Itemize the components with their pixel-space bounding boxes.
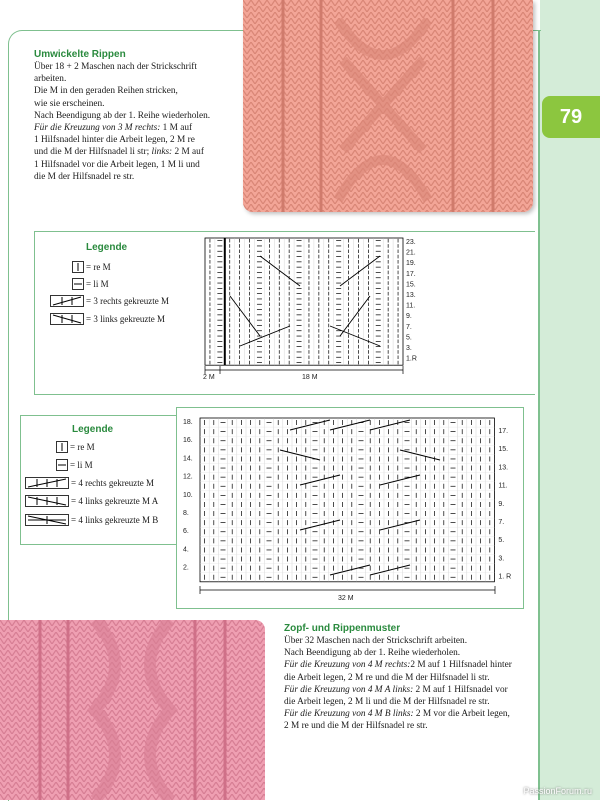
chart1-grid [205, 238, 403, 365]
legend2-item: = 4 links gekreuzte M B [25, 514, 158, 526]
text-line: die Arbeit legen, 2 M li und die M der Hilfsnadel re str. [284, 697, 490, 708]
chart2-left-row-label: 14. [183, 455, 193, 463]
chart1-row-label: 3. [406, 345, 412, 352]
chart1-row-labels [406, 239, 417, 363]
chart1-bottom-left-label: 2 M [203, 374, 215, 381]
text-line: arbeiten. [34, 74, 67, 85]
chart1-row-label: 23. [406, 239, 416, 246]
chart2-left-row-label: 12. [183, 473, 193, 481]
text-line: Nach Beendigung ab der 1. Reihe wiederholen. [284, 648, 461, 659]
chart2-right-row-label: 13. [498, 464, 509, 472]
chart2-bottom-label: 32 M [338, 595, 354, 602]
text-line: Für die Kreuzung von 4 M A links: 2 M auf 1 Hilfsnadel vor [284, 684, 508, 695]
page-number: 79 [542, 96, 600, 138]
chart2-left-row-label: 8. [183, 510, 189, 517]
text-line: 2 M re und die M der Hilfsnadel re str. [284, 721, 428, 732]
chart1-row-label: 17. [406, 270, 416, 278]
text-line: wie sie erscheinen. [34, 98, 105, 109]
text-line: Über 32 Maschen nach der Strickschrift arbeiten. [284, 636, 468, 646]
chart1-row-label: 1.R [406, 355, 417, 363]
page-frame-right [538, 30, 540, 800]
left-cross-3-icon [50, 313, 84, 325]
right-cross-4-icon [25, 477, 69, 489]
knit-swatch-photo-top [243, 0, 533, 212]
text-line: 1 Hilfsnadel vor die Arbeit legen, 1 M li und [34, 159, 200, 170]
chart2-right-row-label: 7. [498, 519, 505, 526]
chart2-right-row-label: 17. [498, 428, 509, 435]
left-cross-4a-icon [25, 495, 69, 507]
chart2-right-row-label: 9. [498, 500, 505, 508]
knit-stitch-icon [56, 441, 68, 453]
chart1-bottom-right-label: 18 M [302, 374, 318, 381]
section2-body [284, 635, 534, 733]
text-line: die Arbeit legen, 2 M re und die M der Hilfsnadel li str. [284, 672, 490, 683]
text-line: Für die Kreuzung von 3 M rechts: 1 M auf [34, 123, 193, 134]
chart2-left-row-label: 18. [183, 419, 193, 426]
chart1-row-label: 5. [406, 334, 412, 342]
chart2-right-row-label: 1. R [498, 573, 512, 581]
purl-stitch-icon [56, 459, 68, 471]
chart2-right-row-label: 11. [498, 482, 508, 490]
chart1-row-label: 15. [406, 281, 416, 289]
chart2-left-row-label: 16. [183, 437, 193, 445]
chart2-left-row-label: 10. [183, 491, 193, 499]
legend2-item: = re M [56, 441, 95, 453]
knitting-chart-2 [180, 410, 520, 605]
text-line: 1 Hilfsnadel hinter die Arbeit legen, 2 M re [34, 135, 195, 146]
right-cross-3-icon [50, 295, 84, 307]
chart1-row-label: 21. [406, 249, 416, 257]
text-line: und die M der Hilfsnadel li str; links: 2 M auf [34, 147, 204, 158]
section1-body [34, 61, 244, 183]
chart2-right-row-label: 3. [498, 555, 505, 563]
knit-swatch-photo-bottom [0, 620, 265, 800]
knit-texture-bottom [0, 620, 265, 800]
chart1-row-label: 9. [406, 313, 412, 321]
knit-stitch-icon [72, 261, 84, 273]
legend2-item: = 4 links gekreuzte M A [25, 495, 158, 507]
chart1-row-label: 13. [406, 292, 416, 299]
purl-stitch-icon [72, 278, 84, 290]
legend2-title: Legende [72, 424, 114, 435]
legend1-item: = 3 links gekreuzte M [50, 313, 165, 325]
legend1-item: = re M [72, 261, 111, 273]
chart1-row-label: 7. [406, 323, 412, 331]
chart1-row-label: 11. [406, 302, 416, 310]
section1-title: Umwickelte Rippen [34, 49, 126, 60]
legend1-item: = 3 rechts gekreuzte M [50, 295, 169, 307]
legend2-item: = li M [56, 459, 93, 471]
chart1-row-label: 19. [406, 260, 416, 268]
section2-title: Zopf- und Rippenmuster [284, 623, 401, 634]
text-line: Über 18 + 2 Maschen nach der Strickschrift [34, 62, 197, 72]
legend1-title: Legende [86, 242, 128, 253]
chart2-left-row-label: 2. [183, 564, 189, 572]
chart2-left-row-label: 6. [183, 528, 189, 536]
knit-texture-top [243, 0, 533, 212]
chart2-grid [200, 418, 494, 582]
text-line: Nach Beendigung ab der 1. Reihe wiederholen. [34, 110, 211, 121]
chart2-right-row-label: 15. [498, 446, 509, 454]
chart2-left-row-label: 4. [183, 546, 189, 554]
chart2-right-row-label: 5. [498, 537, 505, 545]
text-line: Die M in den geraden Reihen stricken, [34, 86, 178, 97]
text-line: die M der Hilfsnadel re str. [34, 171, 135, 182]
watermark: PassionForum.ru [523, 786, 592, 796]
text-line: Für die Kreuzung von 4 M rechts:2 M auf 1 Hilfsnadel hinter [284, 660, 512, 671]
knitting-chart-1 [200, 236, 420, 382]
text-line: Für die Kreuzung von 4 M B links: 2 M vor die Arbeit legen, [284, 709, 510, 720]
legend2-item: = 4 rechts gekreuzte M [25, 477, 154, 489]
legend1-item: = li M [72, 278, 109, 290]
left-cross-4b-icon [25, 514, 69, 526]
